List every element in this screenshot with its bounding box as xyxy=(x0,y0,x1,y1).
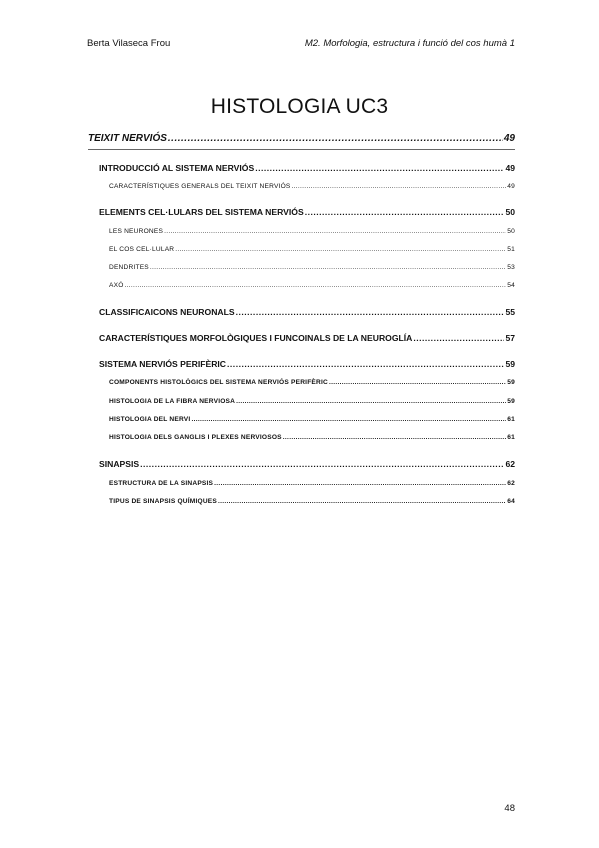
toc-entry-level3[interactable] xyxy=(109,183,515,190)
header-author: Berta Vilaseca Frou xyxy=(87,38,171,49)
toc-entry-page: 59 xyxy=(505,359,515,369)
toc-leader-dots xyxy=(164,228,506,235)
toc-leader-dots xyxy=(214,480,506,487)
toc-leader-dots xyxy=(329,379,506,386)
toc-entry-label: CLASSIFICAICONS NEURONALS xyxy=(99,307,235,317)
toc-entry-level2[interactable] xyxy=(99,459,515,469)
toc-entry-label: INTRODUCCIÓ AL SISTEMA NERVIÓS xyxy=(99,163,255,173)
toc-entry-page: 51 xyxy=(507,246,515,253)
toc-entry-page: 62 xyxy=(505,459,515,469)
toc-leader-dots xyxy=(227,359,504,369)
toc-leader-dots xyxy=(125,282,507,289)
toc-entry-level3[interactable] xyxy=(109,282,515,289)
toc-entry-label: EL COS CEL·LULAR xyxy=(109,246,175,253)
toc-entry-label: CARACTERÍSTIQUES MORFOLÒGIQUES I FUNCOINALS DE LA NEUROGLÍA xyxy=(99,333,413,343)
toc-entry-label: ELEMENTS CEL·LULARS DEL SISTEMA NERVIÓS xyxy=(99,207,304,217)
document-title: HISTOLOGIA UC3 xyxy=(210,95,389,118)
toc-entry-label: DENDRITES xyxy=(109,264,149,271)
page-number: 48 xyxy=(504,803,515,814)
toc-leader-dots xyxy=(413,333,504,343)
toc-entry-level3[interactable] xyxy=(109,498,515,505)
toc-entry-level3[interactable] xyxy=(109,398,515,405)
toc-entry-page: 49 xyxy=(507,183,515,190)
toc-leader-dots xyxy=(236,307,505,317)
toc-entry-label: CARACTERÍSTIQUES GENERALS DEL TEIXIT NERVIÓS xyxy=(109,183,291,190)
toc-entry-label: HISTOLOGIA DEL NERVI xyxy=(109,416,191,423)
toc-leader-dots xyxy=(191,416,506,423)
toc-leader-dots xyxy=(168,133,503,144)
toc-entry-level2[interactable] xyxy=(99,333,515,343)
toc-entry-level3[interactable] xyxy=(109,434,515,441)
toc-entry-page: 61 xyxy=(507,434,515,441)
toc-entry-level3[interactable] xyxy=(109,416,515,423)
toc-entry-page: 54 xyxy=(507,282,515,289)
toc-entry-page: 57 xyxy=(505,333,515,343)
toc-entry-page: 50 xyxy=(507,228,515,235)
toc-leader-dots xyxy=(236,398,506,405)
toc-leader-dots xyxy=(218,498,506,505)
toc-entry-level3[interactable] xyxy=(109,379,515,386)
toc-entry-page: 49 xyxy=(503,133,515,144)
toc-entry-page: 59 xyxy=(507,398,515,405)
toc-leader-dots xyxy=(305,207,505,217)
toc-entry-label: COMPONENTS HISTOLÒGICS DEL SISTEMA NERVIÓS PERIFÈRIC xyxy=(109,379,328,386)
toc-entry-label: LES NEURONES xyxy=(109,228,164,235)
toc-entry-label: SISTEMA NERVIÓS PERIFÈRIC xyxy=(99,359,227,369)
toc-entry-level3[interactable] xyxy=(109,264,515,271)
toc-divider xyxy=(88,149,515,150)
toc-entry-page: 64 xyxy=(507,498,515,505)
toc-entry-level3[interactable] xyxy=(109,246,515,253)
toc-entry-page: 50 xyxy=(505,207,515,217)
toc-entry-page: 61 xyxy=(507,416,515,423)
toc-entry-label: TEIXIT NERVIÓS xyxy=(88,133,167,144)
toc-entry-level2[interactable] xyxy=(99,163,515,173)
toc-entry-page: 62 xyxy=(507,480,515,487)
toc-entry-level2[interactable] xyxy=(99,307,515,317)
toc-leader-dots xyxy=(255,163,504,173)
toc-entry-level3[interactable] xyxy=(109,480,515,487)
toc-entry-label: TIPUS DE SINAPSIS QUÍMIQUES xyxy=(109,498,217,505)
toc-leader-dots xyxy=(150,264,506,271)
toc-entry-level3[interactable] xyxy=(109,228,515,235)
toc-entry-page: 49 xyxy=(505,163,515,173)
toc-leader-dots xyxy=(175,246,506,253)
toc-entry-page: 53 xyxy=(507,264,515,271)
toc-entry-label: ESTRUCTURA DE LA SINAPSIS xyxy=(109,480,214,487)
toc-entry-page: 59 xyxy=(507,379,515,386)
toc-leader-dots xyxy=(292,183,507,190)
toc-entry-label: SINAPSIS xyxy=(99,459,140,469)
header-subject: M2. Morfologia, estructura i funció del cos humà 1 xyxy=(304,38,515,49)
toc-entry-level2[interactable] xyxy=(99,359,515,369)
toc-entry-page: 55 xyxy=(505,307,515,317)
toc-entry-label: HISTOLOGIA DELS GANGLIS I PLEXES NERVIOSOS xyxy=(109,434,282,441)
toc-leader-dots xyxy=(283,434,506,441)
toc-entry-level2[interactable] xyxy=(99,207,515,217)
toc-leader-dots xyxy=(140,459,504,469)
toc-entry-level1[interactable] xyxy=(88,133,515,144)
toc-entry-label: HISTOLOGIA DE LA FIBRA NERVIOSA xyxy=(109,398,236,405)
toc-entry-label: AXÓ xyxy=(109,282,124,289)
